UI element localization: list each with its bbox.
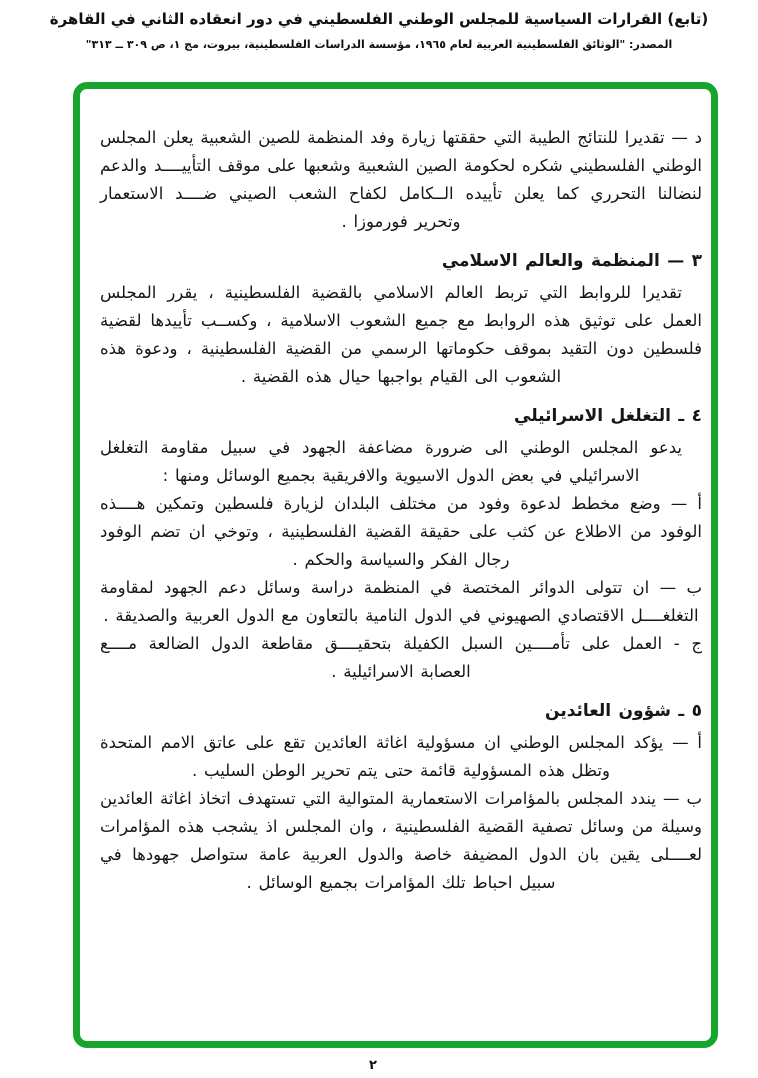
document-body xyxy=(100,124,702,897)
document-header xyxy=(0,10,758,51)
document-title: (تابع) القرارات السياسية للمجلس الوطني الفلسطيني في دور انعقاده الثاني في القاهرة xyxy=(49,10,709,28)
paragraph-item-5-a: أ — يؤكد المجلس الوطني ان مسؤولية اغاثة العائدين تقع على عاتق الامم المتحدة وتظل هذه المسؤولية قائمة حتى يتم تحرير الوطن السليب . xyxy=(100,733,702,780)
paragraph-item-4-j: ج - العمل على تأمــــين السبل الكفيلة بتحقيــــق مقاطعة الدول الضالعة مــــع العصابة الاسرائيلية . xyxy=(100,634,702,681)
section-heading-5-returnees-affairs: ٥ ـ شؤون العائدين xyxy=(545,701,702,721)
document-source-line: المصدر: "الوثائق الفلسطينية العربية لعام ١٩٦٥، مؤسسة الدراسات الفلسطينية، بيروت، مج ١، ص ٣٠٩ ــ ٣١٣" xyxy=(85,38,673,51)
paragraph-item-4-a: أ — وضع مخطط لدعوة وفود من مختلف البلدان لزيارة فلسطين وتمكين هــــذه الوفود من الاطلاع عن كثب على حقيقة القضية الفلسطينية ، وتوخي ان تضم الوفود رجال الفكر والسياسة والحكم . xyxy=(100,494,702,569)
paragraph-section-3: تقديرا للروابط التي تربط العالم الاسلامي بالقضية الفلسطينية ، يقرر المجلس العمل على توثيق هذه الروابط مع جميع الشعوب الاسلامية ، وكســب تأييدها لقضية فلسطين دون التقيد بموقف حكوماتها الرسمي من القضية الفلسطينية ، ودعوة هذه الشعوب الى القيام بواجبها حيال هذه القضية . xyxy=(100,283,702,386)
paragraph-section-4-intro: يدعو المجلس الوطني الى ضرورة مضاعفة الجهود في سبيل مقاومة التغلغل الاسرائيلي في بعض الدول الاسيوية والافريقية بجميع الوسائل ومنها : xyxy=(100,438,682,485)
paragraph-item-d: د — تقديرا للنتائج الطيبة التي حققتها زيارة وفد المنظمة للصين الشعبية يعلن المجلس الوطني الفلسطيني شكره لحكومة الصين الشعبية وشعبها على موقف التأييــــد والدعم لنضالنا التحرري كما يعلن تأييده الــكامل لكفاح الشعب الصيني ضــــد الاستعمار وتحرير فورموزا . xyxy=(99,128,702,231)
page-number: ٢ xyxy=(369,1058,377,1073)
section-heading-3-islamic-world: ٣ — المنظمة والعالم الاسلامي xyxy=(441,251,702,271)
paragraph-item-5-b: ب — يندد المجلس بالمؤامرات الاستعمارية المتوالية التي تستهدف اتخاذ اغاثة العائدين وسيلة من وسائل تصفية القضية الفلسطينية ، وان المجلس اذ يشجب هذه المؤامرات لعــــلى يقين بان الدول المضيفة خاصة والدول العربية عامة ستواصل جهودها في سبيل احباط تلك المؤامرات بجميع الوسائل . xyxy=(100,789,702,892)
paragraph-item-4-b: ب — ان تتولى الدوائر المختصة في المنظمة دراسة وسائل دعم الجهود لمقاومة التغلغــــل الاقتصادي الصهيوني في الدول النامية بالتعاون مع الدول العربية والصديقة . xyxy=(100,578,702,625)
section-heading-4-israeli-infiltration: ٤ ـ التغلغل الاسرائيلي xyxy=(514,406,702,426)
